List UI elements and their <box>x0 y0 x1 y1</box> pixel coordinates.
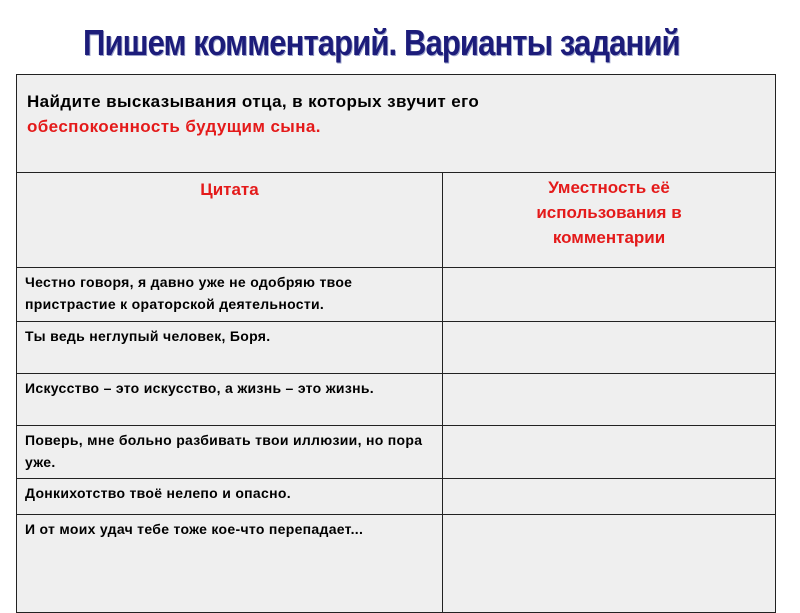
column-header-quote: Цитата <box>17 173 443 268</box>
task-cell <box>17 75 776 173</box>
table-row <box>17 479 776 515</box>
relevance-header-line: использования в <box>536 203 682 222</box>
quote-cell: Честно говоря, я давно уже не одобряю твое пристрастие к ораторской деятельности. <box>17 268 443 322</box>
relevance-header-line: Уместность её <box>548 178 670 197</box>
table-row <box>17 515 776 613</box>
relevance-cell[interactable] <box>443 515 776 613</box>
relevance-cell[interactable] <box>443 374 776 426</box>
table-row <box>17 268 776 322</box>
task-row <box>17 75 776 173</box>
relevance-cell[interactable] <box>443 479 776 515</box>
task-text <box>17 75 775 139</box>
assignment-table <box>16 74 776 613</box>
quote-cell: Донкихотство твоё нелепо и опасно. <box>17 479 443 515</box>
table-row <box>17 426 776 479</box>
table-row <box>17 374 776 426</box>
table-row <box>17 322 776 374</box>
quote-cell: И от моих удач тебе тоже кое-что перепадает... <box>17 515 443 613</box>
task-text-black: Найдите высказывания отца, в которых звучит его <box>27 92 480 111</box>
quote-cell: Ты ведь неглупый человек, Боря. <box>17 322 443 374</box>
quote-cell: Искусство – это искусство, а жизнь – это жизнь. <box>17 374 443 426</box>
column-header-relevance <box>443 173 776 268</box>
header-row <box>17 173 776 268</box>
task-text-red: обеспокоенность будущим сына. <box>27 117 321 136</box>
slide-title: Пишем комментарий. Варианты заданий <box>83 22 680 63</box>
quote-cell: Поверь, мне больно разбивать твои иллюзии, но пора уже. <box>17 426 443 479</box>
relevance-cell[interactable] <box>443 322 776 374</box>
relevance-cell[interactable] <box>443 426 776 479</box>
relevance-header-line: комментарии <box>552 228 666 247</box>
relevance-cell[interactable] <box>443 268 776 322</box>
